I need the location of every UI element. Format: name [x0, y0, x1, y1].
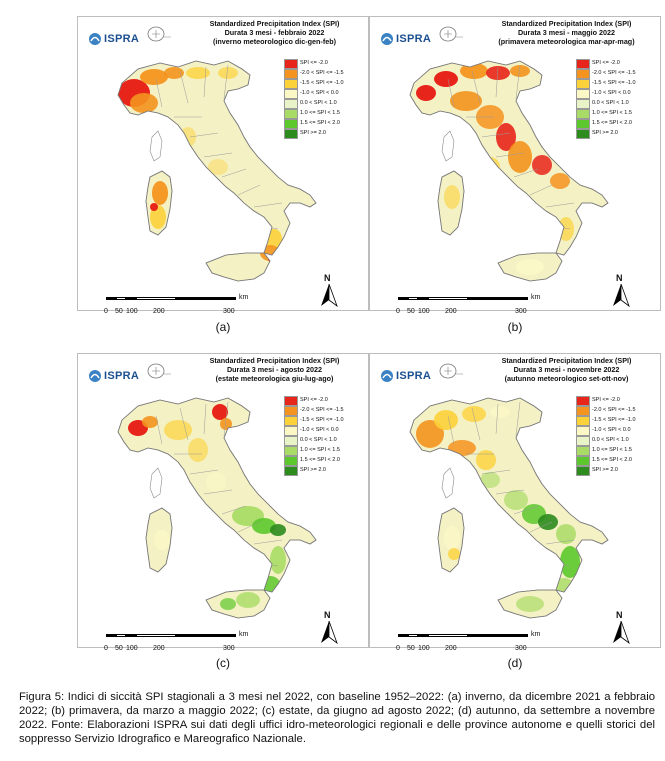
map-title [479, 19, 654, 46]
north-label: N [324, 610, 331, 620]
spi-area [220, 598, 236, 610]
spi-area [270, 546, 286, 574]
panel-caption-b: (b) [507, 320, 523, 334]
legend-label: 1.0 <= SPI < 1.5 [592, 110, 632, 116]
legend-label: -1.0 < SPI < 0.0 [300, 427, 339, 433]
corsica [150, 131, 162, 161]
scale-tick-label: 200 [445, 645, 457, 652]
scale-segment [468, 634, 528, 637]
map-title-2: Durata 3 mesi - maggio 2022 [517, 28, 616, 37]
spi-area [516, 596, 544, 612]
spi-area [270, 524, 286, 536]
scale-segment [398, 634, 408, 637]
scale-unit: km [531, 631, 541, 638]
legend-label: 0.0 < SPI < 1.0 [300, 100, 337, 106]
legend-item [284, 395, 364, 405]
scale-tick-label: 300 [515, 308, 527, 315]
scale-tick-label: 300 [223, 645, 235, 652]
legend-item [284, 445, 364, 455]
legend-item [284, 425, 364, 435]
institutional-seal-icon [438, 25, 464, 43]
spi-area [208, 159, 228, 175]
panel-caption-d: (d) [507, 656, 523, 670]
institutional-seal-icon [438, 362, 464, 380]
spi-area [434, 71, 458, 87]
logo-text: ISPRA [396, 370, 432, 382]
scale-tick-label: 50 [115, 308, 123, 315]
scale-tick-label: 100 [126, 645, 138, 652]
scale-segment [176, 634, 236, 637]
scale-segment [398, 297, 408, 300]
map-title [187, 356, 362, 383]
spi-area [164, 420, 192, 440]
spi-area [490, 406, 510, 418]
spi-area [142, 416, 158, 428]
legend-item [576, 435, 656, 445]
legend-label: SPI <= -2.0 [300, 397, 328, 403]
spi-area [462, 406, 486, 422]
spi-area [480, 472, 500, 488]
north-arrow-icon [611, 610, 631, 644]
legend-label: -1.0 < SPI < 0.0 [300, 90, 339, 96]
legend-label: 1.5 <= SPI < 2.0 [300, 120, 340, 126]
legend-item [284, 435, 364, 445]
legend-label: SPI >= 2.0 [592, 467, 618, 473]
legend-item [576, 455, 656, 465]
north-arrow-icon [611, 273, 631, 307]
institutional-seal-icon [146, 25, 172, 43]
map-title-3: (estate meteorologica giu-lug-ago) [215, 374, 334, 383]
spi-area [444, 185, 460, 209]
panel-caption-a: (a) [215, 320, 231, 334]
scale-tick-label: 50 [407, 645, 415, 652]
legend-item [576, 58, 656, 68]
legend-label: 0.0 < SPI < 1.0 [592, 100, 629, 106]
legend-label: 1.0 <= SPI < 1.5 [300, 447, 340, 453]
legend-label: SPI <= -2.0 [300, 60, 328, 66]
legend-label: 1.5 <= SPI < 2.0 [592, 120, 632, 126]
spi-map-panel-b [369, 16, 661, 315]
legend-item [284, 455, 364, 465]
legend-label: -2.0 < SPI <= -1.5 [592, 70, 636, 76]
legend-item [576, 465, 656, 475]
map-title-3: (inverno meteorologico dic-gen-feb) [213, 37, 336, 46]
legend-label: -1.0 < SPI < 0.0 [592, 427, 631, 433]
spi-area [140, 69, 168, 85]
ispra-logo [88, 366, 140, 386]
spi-area [476, 450, 496, 470]
spi-map-panel-c [77, 353, 369, 652]
legend-label: -1.0 < SPI < 0.0 [592, 90, 631, 96]
spi-map-panel-a [77, 16, 369, 315]
spi-map-panel-d [369, 353, 661, 652]
spi-area [532, 155, 552, 175]
spi-area [150, 203, 158, 211]
legend-item [284, 68, 364, 78]
map-title-1: Standardized Precipitation Index (SPI) [209, 356, 340, 365]
north-label: N [616, 610, 623, 620]
figure-caption: Figura 5: Indici di siccità SPI stagionali a 3 mesi nel 2022, con baseline 1952–2022: (a) inverno, da dicembre 2021 a febbraio 2022; (b) primavera, da marzo a maggio 2022; (c) estate, da giugno ad agosto 2022; (d) autunno, da settembre a novembre 2022. Fonte: Elaborazioni ISPRA sui dati degli uffici idro-meteorologici regionali e delle province autonome e quelli storici del soppresso Servizio Idrografico e Mareografico Nazionale. [19, 691, 655, 745]
legend-item [284, 88, 364, 98]
scale-segment [106, 297, 116, 300]
legend-swatch [576, 466, 590, 476]
scale-unit: km [239, 631, 249, 638]
scale-tick-label: 0 [396, 645, 400, 652]
corsica [442, 131, 454, 161]
legend-label: SPI <= -2.0 [592, 60, 620, 66]
scale-segment [176, 297, 236, 300]
map-title-1: Standardized Precipitation Index (SPI) [209, 19, 340, 28]
legend-label: 0.0 < SPI < 1.0 [300, 437, 337, 443]
map-title [479, 356, 654, 383]
legend-item [576, 128, 656, 138]
scale-bar [396, 294, 548, 319]
spi-area [188, 438, 208, 462]
legend-item [576, 68, 656, 78]
legend-label: -1.5 < SPI <= -1.0 [300, 80, 344, 86]
spi-legend [576, 395, 656, 475]
spi-area [186, 67, 210, 79]
spi-area [450, 91, 482, 111]
legend-swatch [284, 129, 298, 139]
scale-segment [428, 634, 468, 637]
scale-segment [408, 297, 418, 300]
ispra-logo [380, 366, 432, 386]
spi-area [130, 93, 158, 113]
panel-caption-c: (c) [216, 656, 230, 670]
legend-label: 1.5 <= SPI < 2.0 [300, 457, 340, 463]
legend-label: -1.5 < SPI <= -1.0 [300, 417, 344, 423]
legend-label: 1.0 <= SPI < 1.5 [300, 110, 340, 116]
spi-legend [576, 58, 656, 138]
scale-segment [126, 634, 136, 637]
spi-area [152, 181, 168, 205]
north-arrow-icon [319, 273, 339, 307]
spi-area [550, 173, 570, 189]
legend-item [576, 108, 656, 118]
logo-text: ISPRA [104, 33, 140, 45]
spi-area [448, 440, 476, 456]
scale-tick-label: 200 [153, 308, 165, 315]
scale-segment [106, 634, 116, 637]
legend-label: SPI >= 2.0 [300, 130, 326, 136]
scale-segment [136, 297, 176, 300]
map-title-2: Durata 3 mesi - novembre 2022 [513, 365, 620, 374]
ispra-logo [88, 29, 140, 49]
legend-label: -1.5 < SPI <= -1.0 [592, 80, 636, 86]
scale-tick-label: 300 [515, 645, 527, 652]
scale-tick-label: 0 [104, 645, 108, 652]
map-title [187, 19, 362, 46]
spi-area [236, 592, 260, 608]
spi-area [180, 127, 196, 147]
legend-label: -1.5 < SPI <= -1.0 [592, 417, 636, 423]
north-label: N [616, 273, 623, 283]
scale-segment [126, 297, 136, 300]
legend-item [576, 395, 656, 405]
scale-segment [428, 297, 468, 300]
legend-item [576, 118, 656, 128]
spi-legend [284, 395, 364, 475]
legend-label: 1.5 <= SPI < 2.0 [592, 457, 632, 463]
scale-segment [408, 634, 418, 637]
legend-label: 0.0 < SPI < 1.0 [592, 437, 629, 443]
legend-item [284, 58, 364, 68]
scale-tick-label: 100 [418, 308, 430, 315]
scale-tick-label: 300 [223, 308, 235, 315]
scale-segment [418, 297, 428, 300]
spi-area [480, 157, 500, 177]
scale-tick-label: 100 [418, 645, 430, 652]
legend-label: 1.0 <= SPI < 1.5 [592, 447, 632, 453]
scale-tick-label: 0 [396, 308, 400, 315]
spi-area [444, 526, 460, 550]
spi-area [538, 514, 558, 530]
legend-item [284, 108, 364, 118]
spi-area [416, 85, 436, 101]
legend-label: SPI >= 2.0 [592, 130, 618, 136]
legend-item [576, 405, 656, 415]
spi-area [504, 490, 528, 510]
scale-tick-label: 200 [445, 308, 457, 315]
map-title-3: (autunno meteorologico set-ott-nov) [504, 374, 629, 383]
legend-item [284, 405, 364, 415]
spi-area [260, 576, 280, 592]
scale-unit: km [531, 294, 541, 301]
logo-text: ISPRA [396, 33, 432, 45]
scale-unit: km [239, 294, 249, 301]
legend-item [576, 445, 656, 455]
ispra-logo [380, 29, 432, 49]
spi-area [434, 410, 458, 430]
scale-bar [104, 631, 256, 656]
legend-item [576, 425, 656, 435]
spi-area [154, 530, 170, 550]
legend-label: -2.0 < SPI <= -1.5 [300, 70, 344, 76]
legend-item [284, 415, 364, 425]
spi-area [516, 259, 544, 275]
map-title-2: Durata 3 mesi - febbraio 2022 [224, 28, 325, 37]
spi-area [212, 404, 228, 420]
legend-item [576, 88, 656, 98]
corsica [442, 468, 454, 498]
scale-segment [468, 297, 528, 300]
north-arrow-icon [319, 610, 339, 644]
scale-tick-label: 50 [115, 645, 123, 652]
spi-area [218, 67, 238, 79]
legend-item [284, 118, 364, 128]
map-title-3: (primavera meteorologica mar-apr-mag) [498, 37, 635, 46]
scale-bar [104, 294, 256, 319]
north-label: N [324, 273, 331, 283]
legend-item [284, 78, 364, 88]
logo-text: ISPRA [104, 370, 140, 382]
legend-item [284, 465, 364, 475]
corsica [150, 468, 162, 498]
scale-tick-label: 50 [407, 308, 415, 315]
institutional-seal-icon [146, 362, 172, 380]
sicily [206, 253, 270, 281]
legend-swatch [576, 129, 590, 139]
legend-item [284, 128, 364, 138]
spi-legend [284, 58, 364, 138]
legend-swatch [284, 466, 298, 476]
spi-area [206, 472, 226, 492]
legend-item [576, 78, 656, 88]
scale-tick-label: 100 [126, 308, 138, 315]
map-title-1: Standardized Precipitation Index (SPI) [501, 19, 632, 28]
legend-item [576, 415, 656, 425]
legend-item [576, 98, 656, 108]
map-title-2: Durata 3 mesi - agosto 2022 [226, 365, 323, 374]
spi-area [448, 548, 460, 560]
spi-area [558, 217, 574, 241]
scale-segment [136, 634, 176, 637]
legend-label: SPI >= 2.0 [300, 467, 326, 473]
scale-tick-label: 0 [104, 308, 108, 315]
scale-bar [396, 631, 548, 656]
spi-area [508, 141, 532, 173]
legend-item [284, 98, 364, 108]
scale-segment [418, 634, 428, 637]
legend-label: -2.0 < SPI <= -1.5 [300, 407, 344, 413]
scale-segment [116, 634, 126, 637]
spi-area [164, 67, 184, 79]
legend-label: SPI <= -2.0 [592, 397, 620, 403]
scale-segment [116, 297, 126, 300]
map-title-1: Standardized Precipitation Index (SPI) [501, 356, 632, 365]
scale-tick-label: 200 [153, 645, 165, 652]
legend-label: -2.0 < SPI <= -1.5 [592, 407, 636, 413]
